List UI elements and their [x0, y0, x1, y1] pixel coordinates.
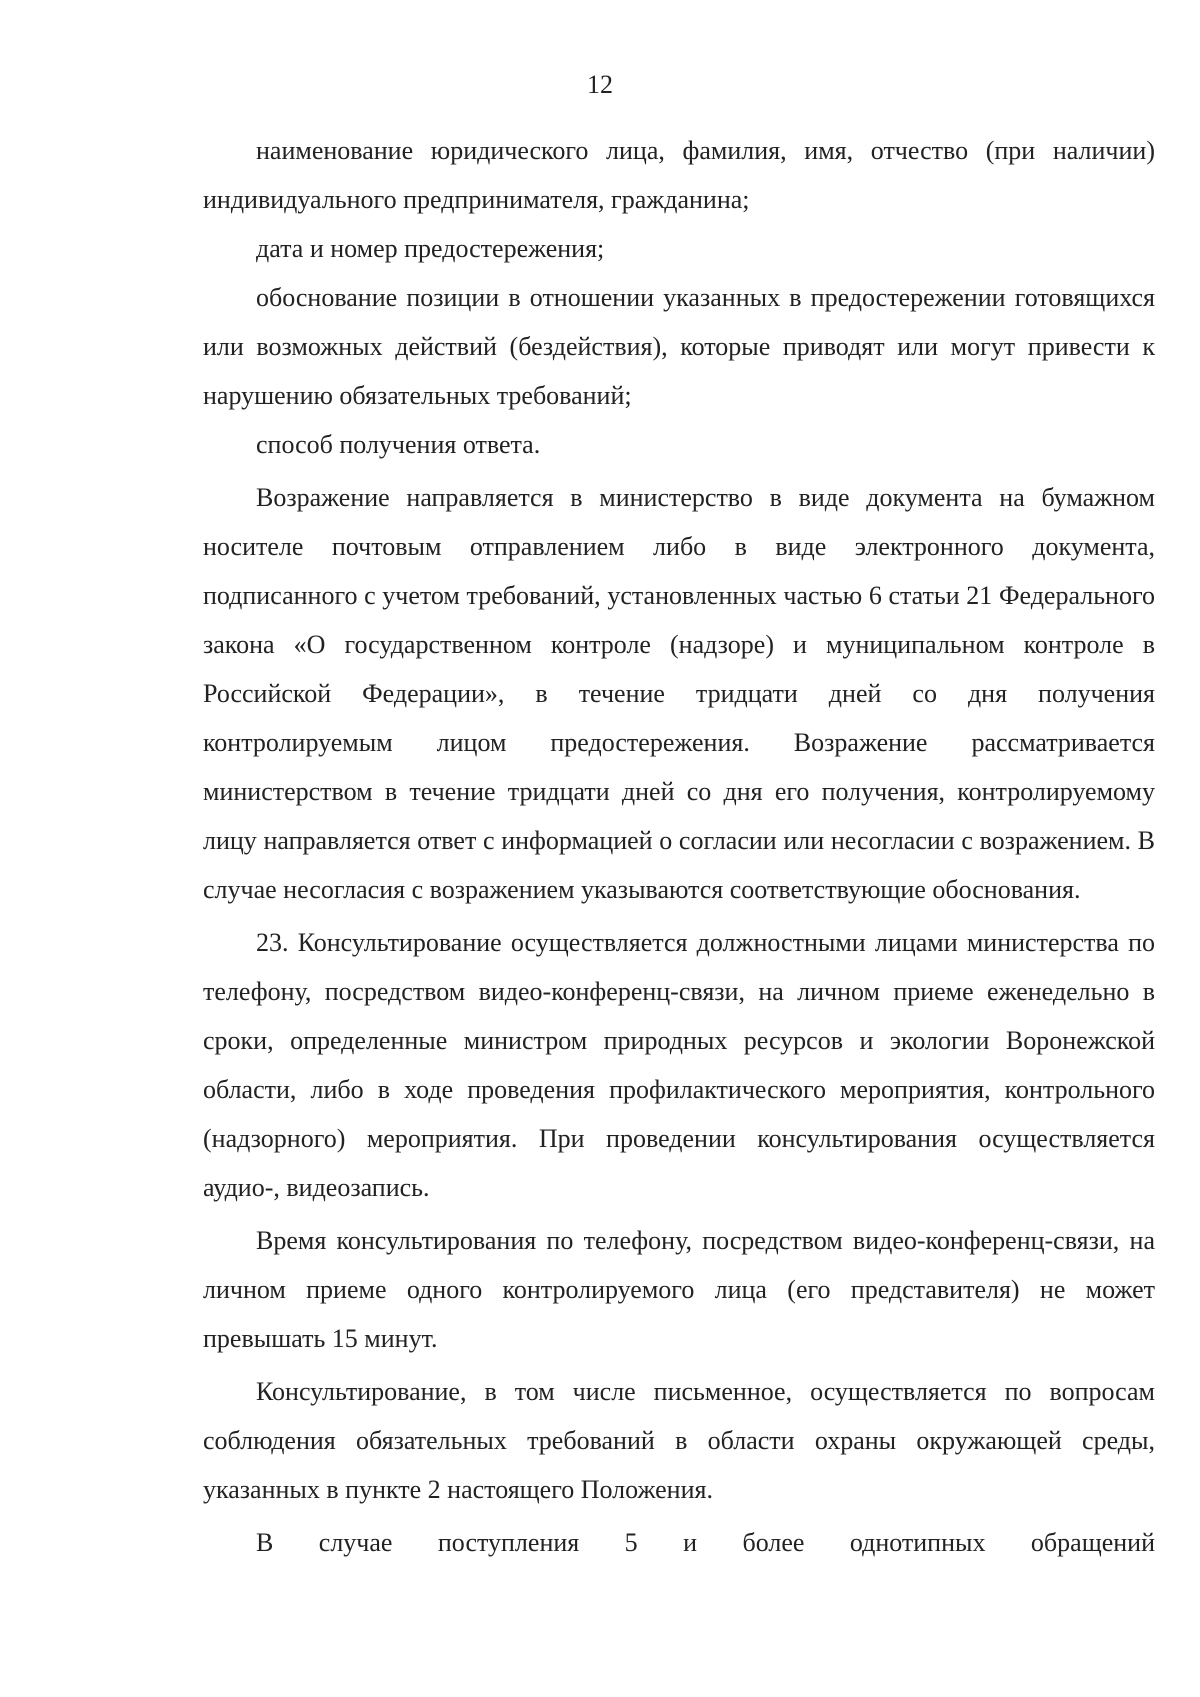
- paragraph-response-method: способ получения ответа.: [256, 430, 541, 459]
- paragraph-similar-requests: В случае поступления 5 и более однотипных обращений: [256, 1528, 1155, 1557]
- paragraph-item-23: 23. Консультирование осуществляется должностными лицами министерства по телефону, посредством видео-конференц-связи, на личном приеме еженедельно в сроки, определенные министром природных ресурсов и экологии Воронежской области, либо в ходе проведения профилактического мероприятия, контрольного (надзорного) мероприятия. При проведении консультирования осуществляется аудио-, видеозапись.: [203, 928, 1155, 1202]
- paragraph-applicant-name: наименование юридического лица, фамилия, имя, отчество (при наличии) индивидуального предпринимателя, гражданина;: [203, 136, 1155, 214]
- paragraph-objection: Возражение направляется в министерство в виде документа на бумажном носителе почтовым отправлением либо в виде электронного документа, подписанного с учетом требований, установленных частью 6 статьи 21 Федерального закона «О государственном контроле (надзоре) и муниципальном контроле в Российской Федерации», в течение тридцати дней со дня получения контролируемым лицом предостережения. Возражение рассматривается министерством в течение тридцати дней со дня его получения, контролируемому лицу направляется ответ с информацией о согласии или несогласии с возражением. В случае несогласия с возражением указываются соответствующие обоснования.: [203, 483, 1155, 904]
- paragraph-consultation-scope: Консультирование, в том числе письменное, осуществляется по вопросам соблюдения обязательных требований в области охраны окружающей среды, указанных в пункте 2 настоящего Положения.: [203, 1377, 1155, 1504]
- document-body: [203, 126, 1155, 1567]
- paragraph-justification: обоснование позиции в отношении указанных в предостережении готовящихся или возможных действий (бездействия), которые приводят или могут привести к нарушению обязательных требований;: [203, 283, 1155, 410]
- paragraph-warning-date: дата и номер предостережения;: [256, 234, 605, 263]
- page-number: 12: [587, 70, 613, 99]
- paragraph-consultation-time: Время консультирования по телефону, посредством видео-конференц-связи, на личном приеме одного контролируемого лица (его представителя) не может превышать 15 минут.: [203, 1226, 1155, 1353]
